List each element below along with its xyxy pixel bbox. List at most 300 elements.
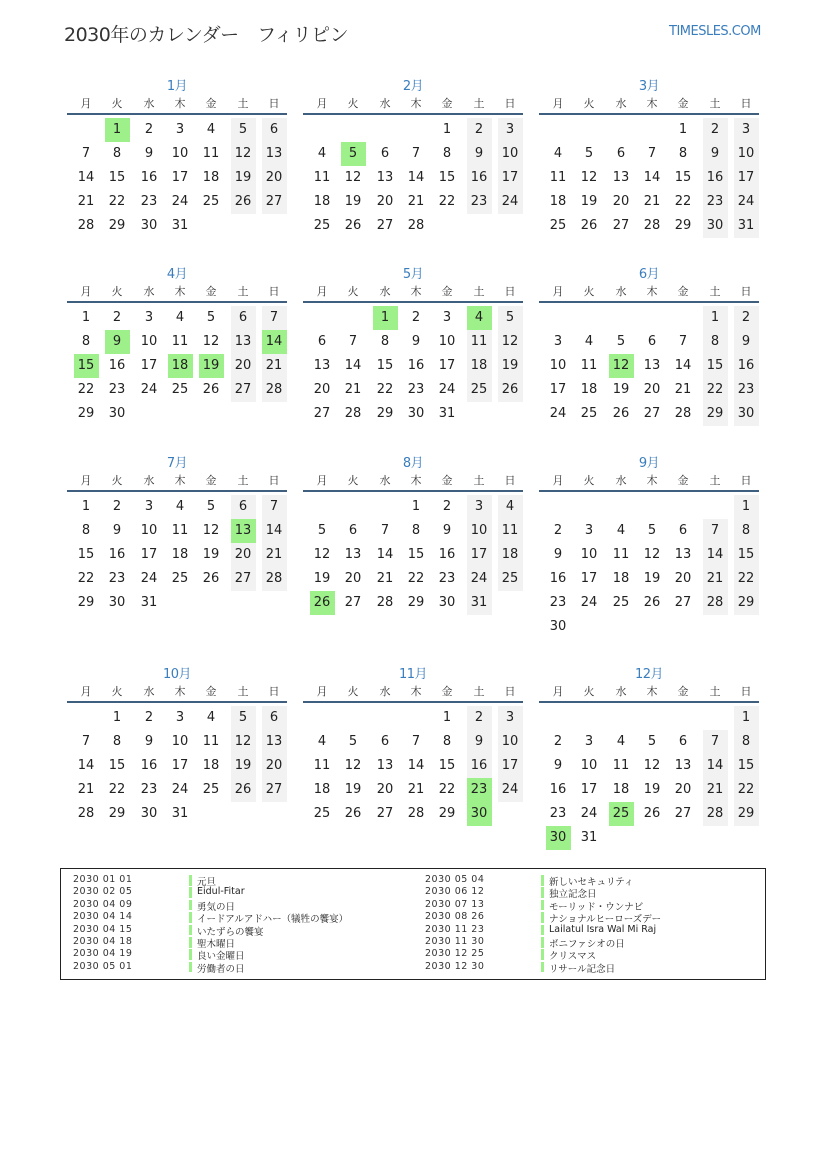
weekday-header <box>67 472 287 492</box>
day-cell: 12 <box>231 142 256 166</box>
month-name: 11月 <box>398 667 428 682</box>
weekday-label: 水 <box>615 474 627 487</box>
day-cell: 1 <box>81 310 91 325</box>
day-cell: 26 <box>612 406 630 421</box>
weekday-header <box>67 95 287 115</box>
weekday-label: 月 <box>552 474 564 487</box>
day-cell: 21 <box>703 778 728 802</box>
day-cell: 3 <box>553 334 563 349</box>
weekday-label: 土 <box>237 474 249 487</box>
day-cell: 5 <box>231 118 256 142</box>
day-cell: 21 <box>407 194 425 209</box>
day-cell: 20 <box>262 754 287 778</box>
day-cell: 17 <box>438 358 456 373</box>
holiday-name: 独立記念日 <box>549 889 597 901</box>
day-cell: 5 <box>231 706 256 730</box>
day-cell: 19 <box>344 194 362 209</box>
day-cell: 22 <box>77 571 95 586</box>
day-cell: 4 <box>553 146 563 161</box>
weekday-label: 水 <box>143 97 155 110</box>
weekday-label: 土 <box>473 474 485 487</box>
day-cell: 12 <box>202 334 220 349</box>
weekday-label: 火 <box>111 285 123 298</box>
day-cell: 17 <box>140 547 158 562</box>
day-cell: 13 <box>376 170 394 185</box>
day-cell: 5 <box>206 310 216 325</box>
day-cell: 25 <box>580 406 598 421</box>
day-cell: 23 <box>734 378 759 402</box>
day-cell: 11 <box>612 547 630 562</box>
day-cell: 12 <box>498 330 523 354</box>
day-cell: 2 <box>144 122 154 137</box>
day-cell: 18 <box>171 547 189 562</box>
weekday-label: 日 <box>740 685 752 698</box>
weekday-label: 水 <box>143 474 155 487</box>
day-cell: 18 <box>612 782 630 797</box>
day-cell: 6 <box>380 734 390 749</box>
day-cell: 1 <box>703 306 728 330</box>
day-cell: 28 <box>77 806 95 821</box>
day-cell: 7 <box>262 495 287 519</box>
day-cell: 2 <box>112 310 122 325</box>
holiday-day-cell: 1 <box>373 306 398 330</box>
day-cell: 30 <box>140 806 158 821</box>
day-cell: 25 <box>171 382 189 397</box>
holiday-name: クリスマス <box>549 951 597 963</box>
day-cell: 19 <box>498 354 523 378</box>
weekday-label: 火 <box>111 474 123 487</box>
month-name: 12月 <box>634 667 664 682</box>
day-cell: 19 <box>643 782 661 797</box>
day-cell: 4 <box>175 310 185 325</box>
day-cell: 21 <box>703 567 728 591</box>
weekday-label: 月 <box>316 97 328 110</box>
weekday-label: 日 <box>740 97 752 110</box>
month-name: 1月 <box>166 79 188 94</box>
day-cell: 15 <box>376 358 394 373</box>
day-cell: 18 <box>202 758 220 773</box>
day-cell: 13 <box>344 547 362 562</box>
weekday-label: 日 <box>268 285 280 298</box>
weekday-label: 月 <box>316 685 328 698</box>
day-cell: 30 <box>108 406 126 421</box>
month-name: 8月 <box>402 456 424 471</box>
day-cell: 29 <box>734 802 759 826</box>
day-cell: 16 <box>549 571 567 586</box>
day-cell: 22 <box>734 567 759 591</box>
day-cell: 10 <box>580 547 598 562</box>
holiday-day-cell: 18 <box>168 354 193 378</box>
day-cell: 28 <box>376 595 394 610</box>
day-cell: 27 <box>376 806 394 821</box>
holiday-day-cell: 12 <box>609 354 634 378</box>
weekday-label: 火 <box>583 285 595 298</box>
holiday-marker <box>541 937 544 948</box>
holiday-day-cell: 25 <box>609 802 634 826</box>
holiday-name: Eidul-Fitar <box>197 886 245 898</box>
day-cell: 20 <box>262 166 287 190</box>
day-cell: 10 <box>467 519 492 543</box>
weekday-label: 木 <box>646 97 658 110</box>
day-cell: 5 <box>206 499 216 514</box>
day-cell: 29 <box>674 218 692 233</box>
day-cell: 2 <box>144 710 154 725</box>
day-cell: 19 <box>231 166 256 190</box>
day-cell: 17 <box>498 166 523 190</box>
weekday-label: 木 <box>174 285 186 298</box>
day-cell: 6 <box>262 118 287 142</box>
day-cell: 17 <box>498 754 523 778</box>
day-cell: 20 <box>376 194 394 209</box>
day-cell: 28 <box>407 806 425 821</box>
day-cell: 17 <box>171 170 189 185</box>
weekday-label: 金 <box>205 474 217 487</box>
holiday-date: 2030 04 18 <box>73 936 133 947</box>
day-cell: 19 <box>344 782 362 797</box>
day-cell: 2 <box>553 523 563 538</box>
day-cell: 5 <box>647 523 657 538</box>
day-cell: 22 <box>376 382 394 397</box>
day-cell: 4 <box>584 334 594 349</box>
day-cell: 15 <box>438 758 456 773</box>
day-cell: 14 <box>344 358 362 373</box>
holiday-name: 元旦 <box>197 877 217 888</box>
weekday-label: 木 <box>410 474 422 487</box>
day-cell: 28 <box>407 218 425 233</box>
weekday-label: 土 <box>473 685 485 698</box>
weekday-label: 月 <box>316 474 328 487</box>
day-cell: 6 <box>317 334 327 349</box>
day-cell: 26 <box>580 218 598 233</box>
day-cell: 27 <box>231 567 256 591</box>
day-cell: 6 <box>262 706 287 730</box>
day-cell: 14 <box>643 170 661 185</box>
day-cell: 11 <box>549 170 567 185</box>
day-cell: 12 <box>202 523 220 538</box>
holiday-date: 2030 04 14 <box>73 911 133 923</box>
day-cell: 15 <box>734 754 759 778</box>
day-cell: 7 <box>262 306 287 330</box>
weekday-label: 金 <box>441 97 453 110</box>
weekday-label: 木 <box>410 97 422 110</box>
day-cell: 20 <box>612 194 630 209</box>
day-cell: 13 <box>643 358 661 373</box>
day-cell: 3 <box>175 710 185 725</box>
day-cell: 6 <box>647 334 657 349</box>
holiday-date: 2030 02 05 <box>73 886 133 898</box>
day-cell: 8 <box>112 146 122 161</box>
weekday-label: 月 <box>316 285 328 298</box>
holiday-day-cell: 9 <box>105 330 130 354</box>
day-cell: 25 <box>202 782 220 797</box>
day-cell: 14 <box>703 543 728 567</box>
day-cell: 24 <box>498 778 523 802</box>
day-cell: 30 <box>108 595 126 610</box>
holiday-name: イードアルアドハー（犠牲の饗宴） <box>197 914 349 926</box>
weekday-label: 日 <box>268 474 280 487</box>
day-cell: 19 <box>643 571 661 586</box>
holiday-day-cell: 19 <box>199 354 224 378</box>
day-cell: 18 <box>612 571 630 586</box>
day-cell: 11 <box>313 170 331 185</box>
day-cell: 16 <box>140 170 158 185</box>
month-name: 9月 <box>638 456 660 471</box>
day-cell: 3 <box>175 122 185 137</box>
day-cell: 30 <box>438 595 456 610</box>
day-cell: 9 <box>442 523 452 538</box>
day-cell: 10 <box>438 334 456 349</box>
day-cell: 9 <box>144 146 154 161</box>
day-cell: 4 <box>175 499 185 514</box>
day-cell: 1 <box>442 710 452 725</box>
day-cell: 8 <box>734 519 759 543</box>
day-cell: 2 <box>703 118 728 142</box>
day-cell: 13 <box>262 142 287 166</box>
holiday-name: ボニファシオの日 <box>549 939 625 950</box>
day-cell: 4 <box>317 146 327 161</box>
day-cell: 26 <box>643 595 661 610</box>
day-cell: 24 <box>734 190 759 214</box>
day-cell: 15 <box>703 354 728 378</box>
day-cell: 15 <box>108 758 126 773</box>
holiday-name: 聖木曜日 <box>197 939 236 950</box>
weekday-label: 水 <box>615 97 627 110</box>
day-cell: 8 <box>734 730 759 754</box>
day-cell: 13 <box>674 547 692 562</box>
day-cell: 24 <box>580 806 598 821</box>
day-cell: 22 <box>108 782 126 797</box>
day-cell: 16 <box>703 166 728 190</box>
day-cell: 13 <box>313 358 331 373</box>
day-cell: 6 <box>231 495 256 519</box>
day-cell: 10 <box>140 334 158 349</box>
day-cell: 11 <box>580 358 598 373</box>
day-cell: 7 <box>81 146 91 161</box>
day-cell: 8 <box>81 523 91 538</box>
day-cell: 27 <box>674 595 692 610</box>
holiday-marker <box>189 925 192 936</box>
holiday-date: 2030 04 15 <box>73 923 133 935</box>
day-cell: 13 <box>262 730 287 754</box>
holiday-day-cell: 30 <box>467 802 492 826</box>
holiday-marker <box>541 887 544 898</box>
day-cell: 23 <box>407 382 425 397</box>
day-cell: 9 <box>553 758 563 773</box>
day-cell: 9 <box>411 334 421 349</box>
day-cell: 22 <box>438 194 456 209</box>
day-cell: 26 <box>643 806 661 821</box>
day-cell: 21 <box>262 543 287 567</box>
holiday-name: 新しいセキュリティ <box>549 877 634 888</box>
weekday-label: 日 <box>740 285 752 298</box>
weekday-label: 土 <box>709 474 721 487</box>
day-cell: 28 <box>643 218 661 233</box>
month-name: 5月 <box>402 267 424 282</box>
weekday-label: 金 <box>441 285 453 298</box>
day-cell: 3 <box>584 523 594 538</box>
day-cell: 29 <box>108 218 126 233</box>
weekday-label: 水 <box>615 685 627 698</box>
day-cell: 9 <box>112 523 122 538</box>
day-cell: 4 <box>498 495 523 519</box>
day-cell: 21 <box>344 382 362 397</box>
day-cell: 13 <box>612 170 630 185</box>
weekday-label: 金 <box>205 285 217 298</box>
day-cell: 10 <box>498 730 523 754</box>
day-cell: 18 <box>580 382 598 397</box>
day-cell: 26 <box>202 571 220 586</box>
day-cell: 3 <box>144 499 154 514</box>
day-cell: 18 <box>313 194 331 209</box>
day-cell: 13 <box>231 330 256 354</box>
holiday-date: 2030 06 12 <box>425 886 485 898</box>
day-cell: 23 <box>140 194 158 209</box>
day-cell: 5 <box>498 306 523 330</box>
day-cell: 7 <box>678 334 688 349</box>
weekday-label: 木 <box>646 285 658 298</box>
day-cell: 14 <box>703 754 728 778</box>
holiday-name: 勇気の日 <box>197 901 236 913</box>
day-cell: 1 <box>678 122 688 137</box>
day-cell: 1 <box>411 499 421 514</box>
day-cell: 21 <box>77 782 95 797</box>
holiday-day-cell: 1 <box>105 118 130 142</box>
day-cell: 23 <box>140 782 158 797</box>
weekday-label: 火 <box>583 685 595 698</box>
weekday-label: 月 <box>80 474 92 487</box>
day-cell: 30 <box>407 406 425 421</box>
day-cell: 19 <box>612 382 630 397</box>
weekday-header <box>303 683 523 703</box>
brand-logo-link[interactable]: TIMESLES.COM <box>669 24 761 39</box>
day-cell: 23 <box>549 595 567 610</box>
holiday-date: 2030 04 19 <box>73 948 133 960</box>
day-cell: 17 <box>171 758 189 773</box>
holiday-name: ナショナルヒーローズデー <box>549 914 662 926</box>
day-cell: 26 <box>231 778 256 802</box>
holiday-day-cell: 4 <box>467 306 492 330</box>
day-cell: 7 <box>647 146 657 161</box>
weekday-label: 火 <box>347 97 359 110</box>
holiday-day-cell: 30 <box>546 826 571 850</box>
day-cell: 2 <box>734 306 759 330</box>
day-cell: 8 <box>411 523 421 538</box>
holiday-marker <box>541 912 544 923</box>
day-cell: 21 <box>643 194 661 209</box>
day-cell: 1 <box>81 499 91 514</box>
day-cell: 31 <box>580 830 598 845</box>
day-cell: 9 <box>703 142 728 166</box>
holiday-marker <box>189 937 192 948</box>
weekday-label: 月 <box>80 97 92 110</box>
day-cell: 14 <box>674 358 692 373</box>
day-cell: 2 <box>467 706 492 730</box>
day-cell: 19 <box>231 754 256 778</box>
day-cell: 3 <box>734 118 759 142</box>
day-cell: 10 <box>549 358 567 373</box>
holiday-day-cell: 14 <box>262 330 287 354</box>
day-cell: 22 <box>703 378 728 402</box>
month-name: 2月 <box>402 79 424 94</box>
holiday-date: 2030 11 23 <box>425 923 485 935</box>
day-cell: 31 <box>140 595 158 610</box>
weekday-label: 火 <box>583 474 595 487</box>
weekday-label: 水 <box>143 285 155 298</box>
holiday-name: 労働者の日 <box>197 963 245 975</box>
day-cell: 5 <box>584 146 594 161</box>
month-name: 7月 <box>166 456 188 471</box>
day-cell: 21 <box>376 571 394 586</box>
day-cell: 18 <box>549 194 567 209</box>
day-cell: 11 <box>171 334 189 349</box>
weekday-label: 月 <box>80 685 92 698</box>
day-cell: 1 <box>112 710 122 725</box>
day-cell: 24 <box>467 567 492 591</box>
day-cell: 12 <box>344 170 362 185</box>
weekday-header <box>303 472 523 492</box>
day-cell: 10 <box>140 523 158 538</box>
day-cell: 25 <box>549 218 567 233</box>
day-cell: 5 <box>616 334 626 349</box>
day-cell: 20 <box>313 382 331 397</box>
weekday-label: 水 <box>615 285 627 298</box>
day-cell: 8 <box>678 146 688 161</box>
weekday-label: 土 <box>237 685 249 698</box>
day-cell: 16 <box>438 547 456 562</box>
day-cell: 2 <box>442 499 452 514</box>
day-cell: 14 <box>376 547 394 562</box>
weekday-label: 日 <box>504 97 516 110</box>
day-cell: 13 <box>376 758 394 773</box>
weekday-label: 月 <box>552 285 564 298</box>
day-cell: 17 <box>467 543 492 567</box>
weekday-label: 日 <box>504 685 516 698</box>
holiday-marker <box>189 875 192 886</box>
day-cell: 25 <box>467 378 492 402</box>
day-cell: 12 <box>313 547 331 562</box>
day-cell: 18 <box>498 543 523 567</box>
holiday-date: 2030 04 09 <box>73 898 133 910</box>
page-title: 2030年のカレンダー フィリピン <box>64 24 349 46</box>
day-cell: 6 <box>616 146 626 161</box>
month-name: 6月 <box>638 267 660 282</box>
weekday-label: 木 <box>174 97 186 110</box>
day-cell: 12 <box>643 758 661 773</box>
holiday-date: 2030 01 01 <box>73 874 133 885</box>
day-cell: 4 <box>616 523 626 538</box>
holiday-name: リサール記念日 <box>549 963 616 975</box>
day-cell: 1 <box>734 706 759 730</box>
day-cell: 14 <box>77 758 95 773</box>
day-cell: 28 <box>674 406 692 421</box>
day-cell: 20 <box>674 571 692 586</box>
weekday-header <box>67 283 287 303</box>
day-cell: 29 <box>438 806 456 821</box>
day-cell: 5 <box>348 734 358 749</box>
day-cell: 2 <box>467 118 492 142</box>
day-cell: 2 <box>411 310 421 325</box>
day-cell: 15 <box>108 170 126 185</box>
day-cell: 27 <box>376 218 394 233</box>
day-cell: 22 <box>734 778 759 802</box>
weekday-label: 土 <box>709 97 721 110</box>
holiday-marker <box>189 949 192 960</box>
day-cell: 28 <box>344 406 362 421</box>
day-cell: 25 <box>498 567 523 591</box>
day-cell: 7 <box>380 523 390 538</box>
day-cell: 24 <box>140 571 158 586</box>
day-cell: 17 <box>549 382 567 397</box>
